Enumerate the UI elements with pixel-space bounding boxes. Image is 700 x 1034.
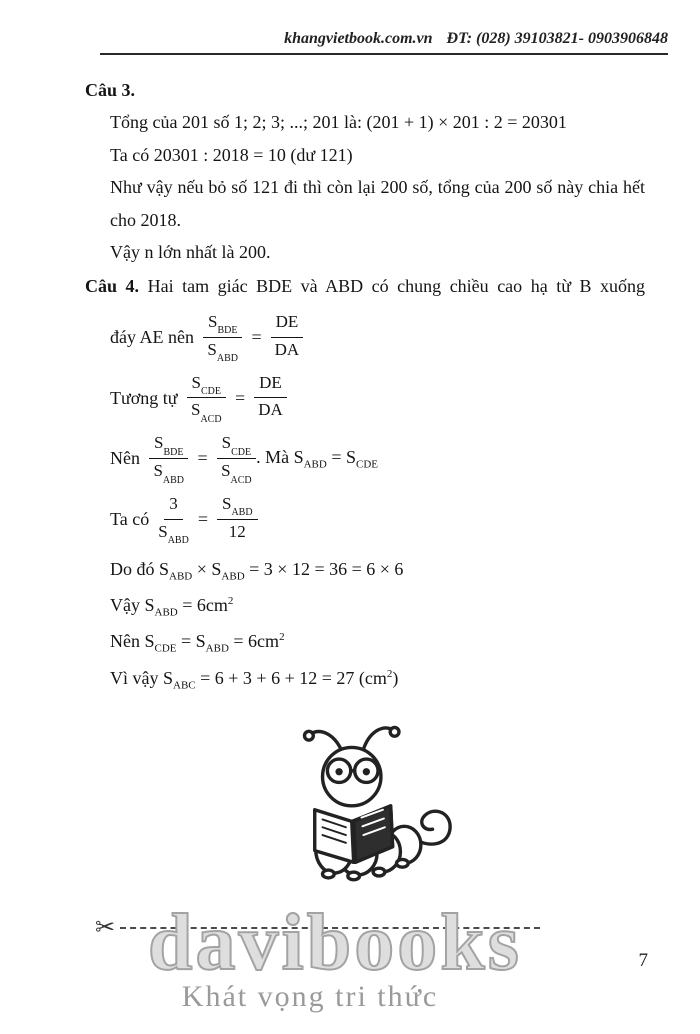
math-text: . Mà $S_{ABD} = S_{CDE}$ [256, 446, 379, 471]
page-content [85, 70, 645, 695]
equals-sign: = [197, 509, 208, 530]
fraction: $\frac{DE}{DA}$ [271, 311, 304, 364]
fraction: $\frac{3}{S_{ABD}}$ [158, 494, 189, 547]
fraction: $\frac{S_{BDE}}{S_{ABD}}$ [203, 311, 242, 364]
fraction: $\frac{S_{BDE}}{S_{ABD}}$ [149, 432, 188, 485]
solution-line-8: Vì vậy $S_{ABC} = 6 + 3 + 6 + 12 = 27$ $(cm^2)$ [110, 667, 399, 692]
solution-line-5: Do đó $S_{ABD} \times S_{ABD} = 3 \times 12 = 36 = 6 \times 6$ [110, 558, 404, 583]
math-line-2 [110, 372, 645, 425]
math-line-4 [110, 493, 645, 546]
solution-line-6: Vậy $S_{ABD} = 6cm^2$ [110, 595, 234, 619]
page-header [100, 30, 668, 55]
cau4-heading [85, 270, 645, 302]
fraction: $\frac{DE}{DA}$ [254, 372, 287, 425]
cau3-paragraph-1: Tổng của 201 số 1; 2; 3; ...; 201 là: (201 + 1) × 201 : 2 = 20301 [110, 112, 567, 133]
cau3-paragraph-3: Như vậy nếu bỏ số 121 đi thì còn lại 200 số, tổng của 200 số này chia hết cho 2018. [110, 177, 645, 230]
solution-line-7: Nên $S_{CDE} = S_{ABD} = 6cm^2$ [110, 631, 285, 656]
equals-sign: = [235, 387, 246, 408]
math-text: Tương tự [110, 387, 178, 408]
math-text: Nên [110, 448, 140, 469]
equals-sign: = [251, 326, 262, 347]
page-number: 7 [638, 950, 648, 971]
equals-sign: = [197, 448, 208, 469]
scissors-icon: ✂ [95, 915, 116, 941]
cau3-paragraph-4: Vậy n lớn nhất là 200. [110, 241, 271, 262]
header-phone: ĐT: (028) 39103821- 0903906848 [446, 30, 668, 47]
davibooks-watermark: davibooks [148, 899, 522, 987]
fraction: $\frac{S_{CDE}}{S_{ACD}}$ [217, 432, 256, 485]
math-text: đáy AE nên [110, 326, 194, 347]
cau4-intro-text: Hai tam giác BDE và ABD có chung chiều cao hạ từ B xuống [147, 276, 646, 297]
math-text: Ta có [110, 509, 150, 530]
cau4-label: Câu 4. [85, 276, 140, 297]
bookworm-illustration [268, 716, 453, 889]
math-line-1 [110, 311, 645, 364]
fraction: $\frac{S_{ABD}}{12}$ [217, 493, 258, 546]
fraction: $\frac{S_{CDE}}{S_{ACD}}$ [187, 372, 226, 425]
header-website: khangvietbook.com.vn [284, 30, 433, 47]
cau3-heading: Câu 3. [85, 80, 136, 100]
cau3-paragraph-2: Ta có 20301 : 2018 = 10 (dư 121) [110, 144, 353, 165]
math-line-3 [110, 432, 645, 485]
watermark-slogan: Khát vọng tri thức [181, 980, 439, 1013]
